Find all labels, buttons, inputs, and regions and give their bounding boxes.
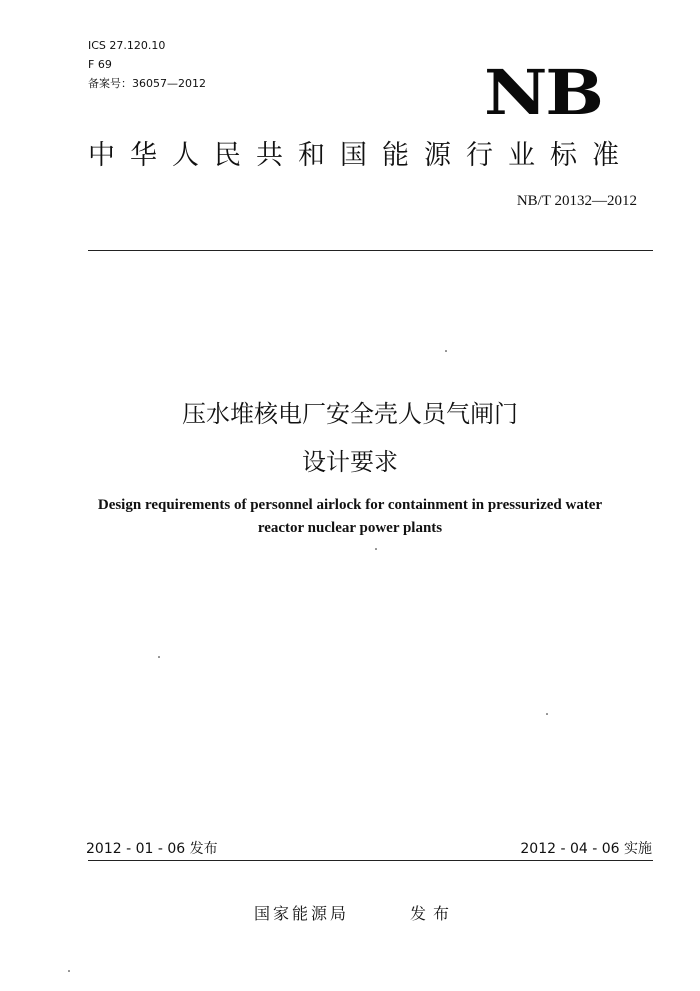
nb-logo: NB	[484, 56, 602, 129]
footer-divider	[88, 860, 653, 861]
scan-speck	[68, 970, 70, 972]
english-title-line-1: Design requirements of personnel airlock for containment in pressurized water	[97, 497, 603, 513]
record-number: 备案号：36057—2012	[88, 77, 206, 90]
effective-date: 2012 - 04 - 06 实施	[520, 841, 652, 857]
standard-number: NB/T 20132—2012	[516, 193, 637, 209]
english-title-line-2: reactor nuclear power plants	[257, 520, 443, 536]
category-code: F 69	[88, 58, 112, 71]
scan-speck	[375, 548, 377, 550]
scan-speck	[445, 350, 447, 352]
scan-speck	[546, 713, 548, 715]
ics-code: ICS 27.120.10	[88, 39, 166, 52]
org-standard-title: 中华人民共和国能源行业标准	[88, 140, 634, 171]
classification-block	[88, 36, 206, 93]
header-divider	[88, 250, 653, 251]
issue-label: 发布	[410, 904, 457, 923]
chinese-title-line-1: 压水堆核电厂安全壳人员气闸门	[182, 400, 518, 428]
issuing-authority: 国家能源局	[254, 904, 350, 923]
scan-speck	[158, 656, 160, 658]
issue-date: 2012 - 01 - 06 发布	[86, 841, 218, 857]
chinese-title-line-2: 设计要求	[302, 448, 398, 476]
